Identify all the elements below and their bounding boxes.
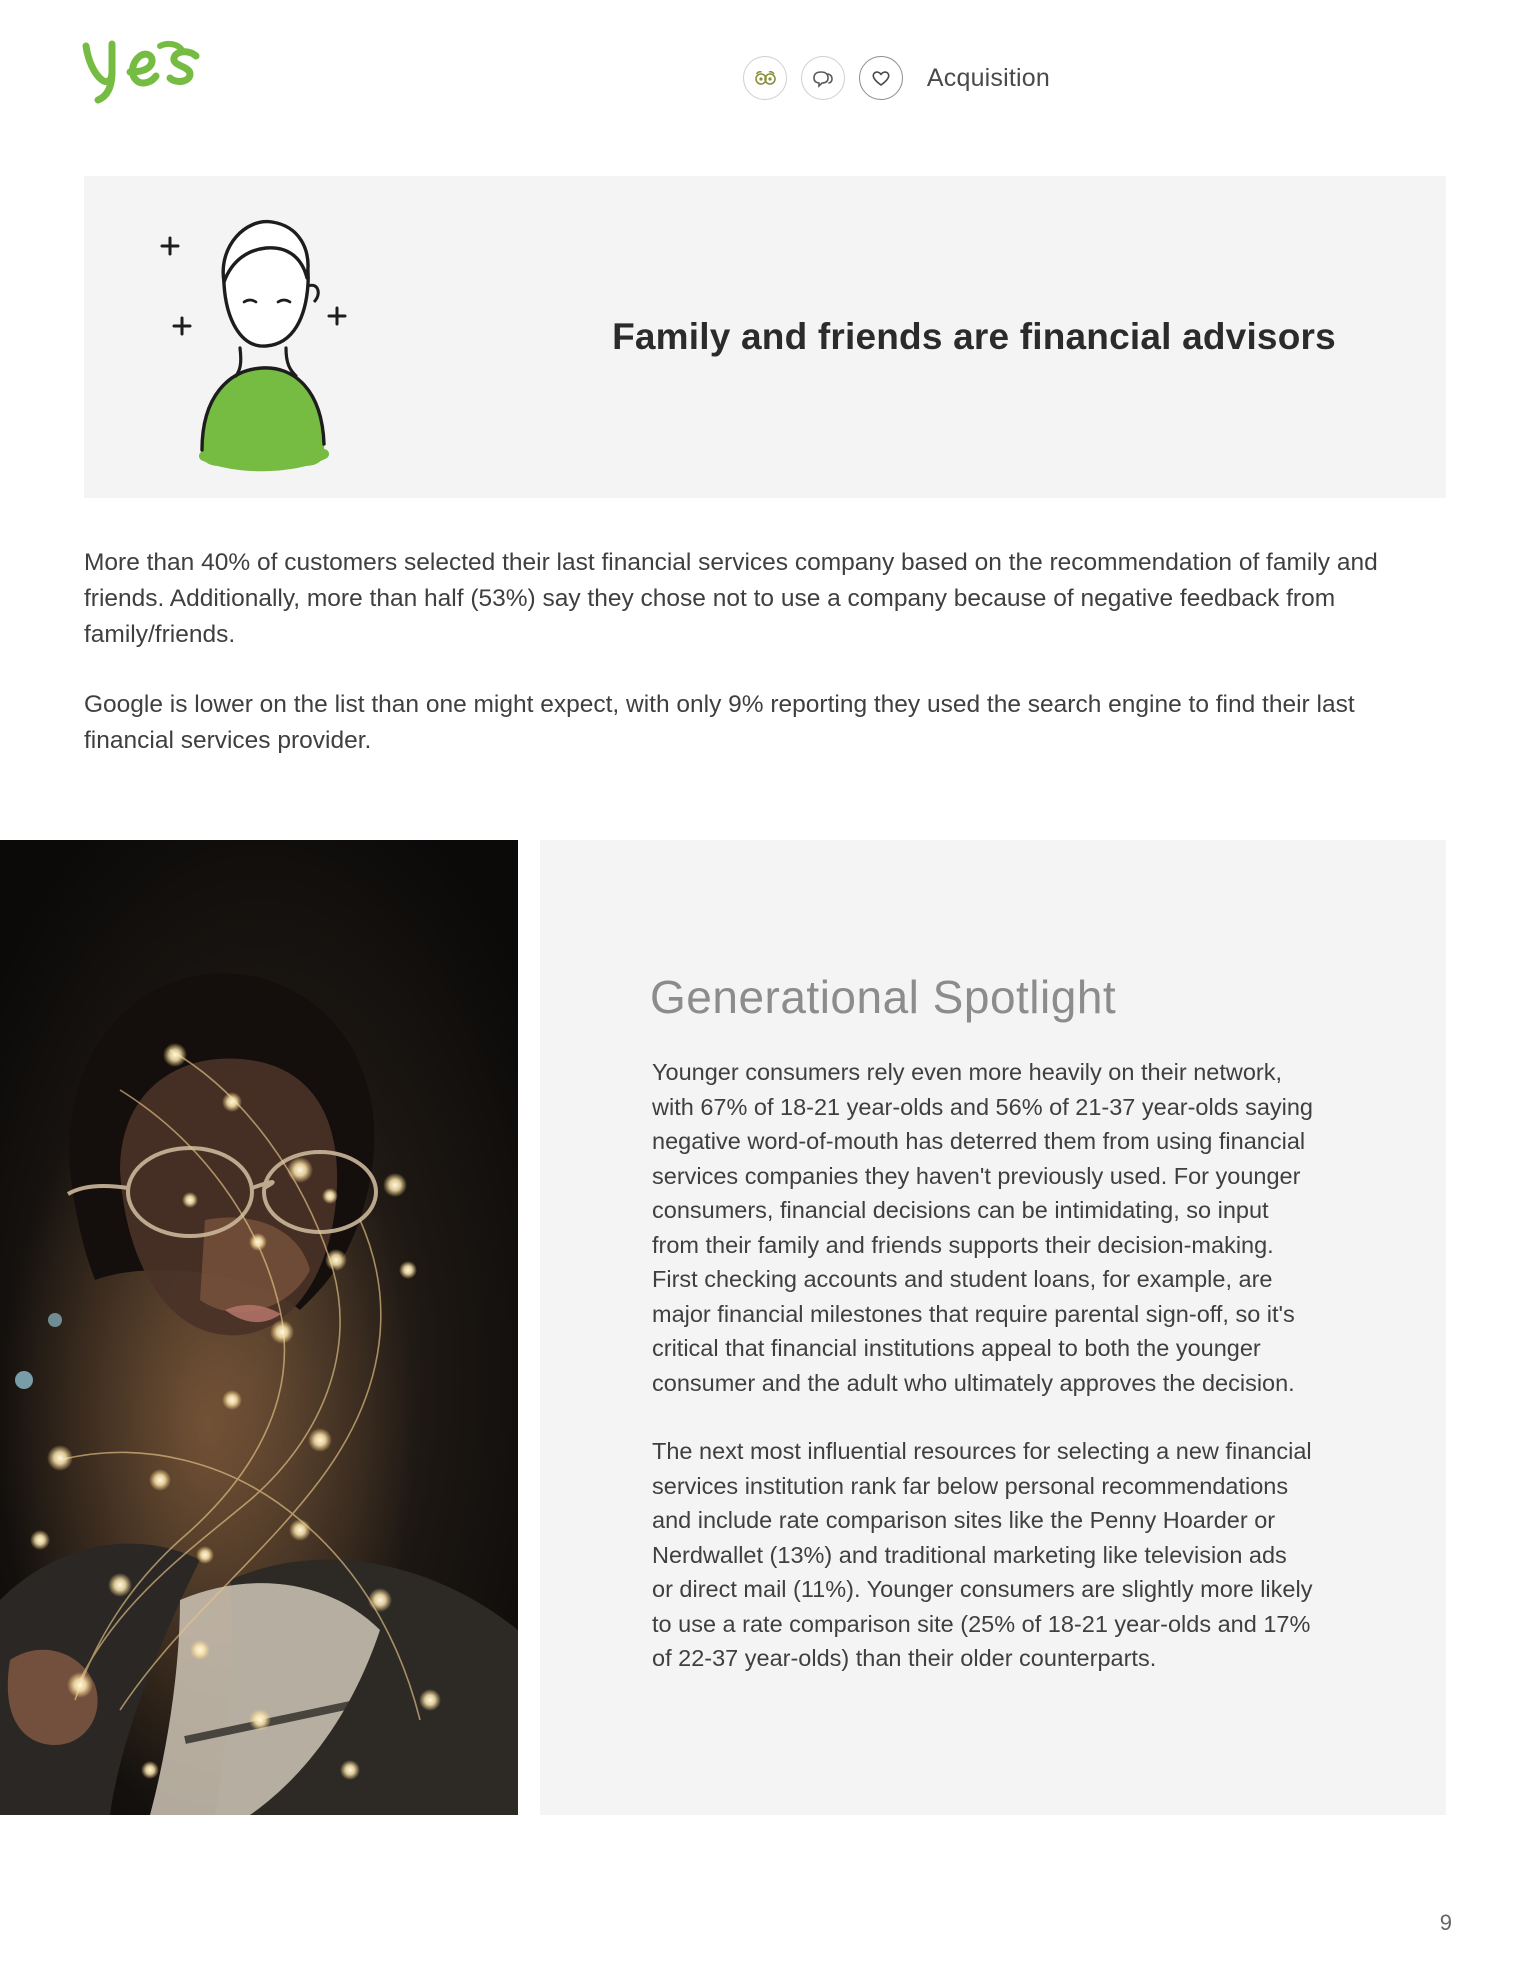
feature-photo xyxy=(0,840,518,1815)
spotlight-paragraph-1: Younger consumers rely even more heavily on their network, with 67% of 18-21 year-olds and 56% of 21-37 year-olds saying negative word-of-mouth has deterred them from using financial services companies they haven't previously used. For younger consumers, financial decisions can be intimidating, so input from their family and friends supports their decision-making. First checking accounts and student loans, for example, are major financial milestones that require parental sign-off, so it's critical that financial institutions appeal to both the younger consumer and the adult who ultimately approves the decision. xyxy=(652,1059,1313,1396)
header-journey-nav xyxy=(743,56,1050,100)
intro-paragraph-1: More than 40% of customers selected their last financial services company based on the recommendation of family and friends. Additionally, more than half (53%) say they chose not to use a company because of negative feedback from family/friends. xyxy=(84,549,1378,648)
spotlight-body xyxy=(652,1055,1314,1710)
yes-logo[interactable] xyxy=(78,30,218,110)
generational-spotlight-panel xyxy=(540,840,1446,1815)
intro-paragraph-2: Google is lower on the list than one might expect, with only 9% reporting they used the search engine to find their last financial services provider. xyxy=(84,691,1355,754)
acquisition-heart-icon[interactable] xyxy=(859,56,903,100)
spotlight-paragraph-2: The next most influential resources for selecting a new financial services institution rank far below personal recommendations and include rate comparison sites like the Penny Hoarder or Nerdwallet (13%) and traditional marketing like television ads or direct mail (11%). Younger consumers are slightly more likely to use a rate comparison site (25% of 18-21 year-olds and 17% of 22-37 year-olds) than their older counterparts. xyxy=(652,1438,1313,1671)
header-section-label: Acquisition xyxy=(926,63,1050,92)
intro-copy xyxy=(84,545,1444,793)
spotlight-title: Generational Spotlight xyxy=(650,971,1117,1023)
page-header xyxy=(0,0,1530,150)
banner-title: Family and friends are financial advisors xyxy=(612,316,1336,357)
person-illustration-icon xyxy=(144,198,434,478)
consideration-icon[interactable] xyxy=(801,56,845,100)
awareness-icon[interactable] xyxy=(743,56,787,100)
page-number: 9 xyxy=(1439,1910,1452,1935)
section-banner xyxy=(84,176,1446,498)
